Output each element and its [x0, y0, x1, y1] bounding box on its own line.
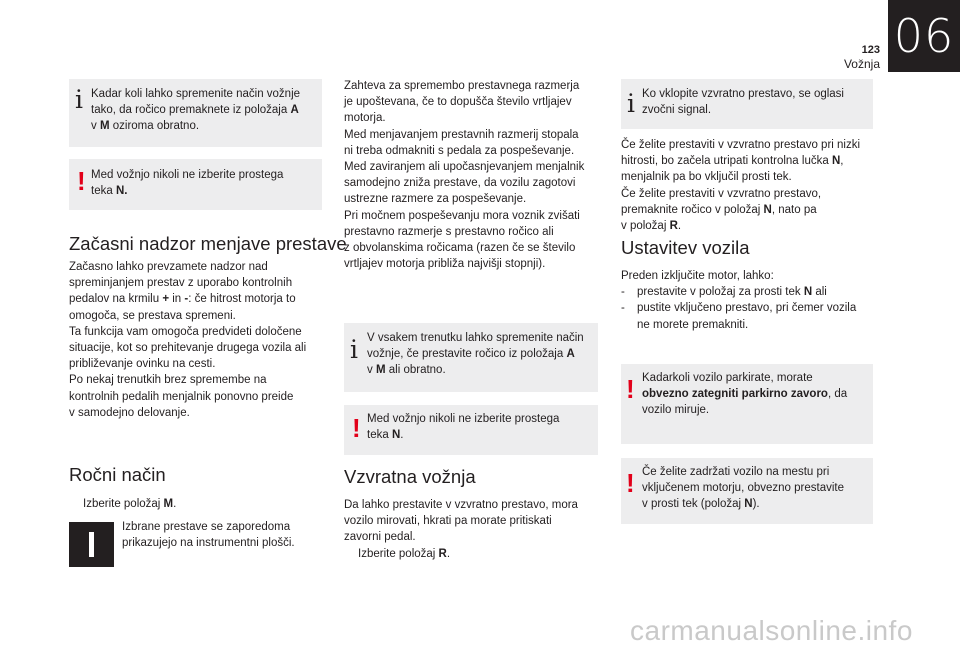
list-item: - prestavite v položaj za prosti tek N ali: [621, 286, 827, 299]
info-text-line: Ko vklopite vzvratno prestavo, se oglasi: [642, 88, 844, 100]
section-heading: Ustavitev vozila: [621, 237, 750, 258]
warning-icon: !: [77, 166, 86, 196]
info-text-line: zvočni signal.: [642, 104, 712, 116]
warning-icon: !: [626, 468, 635, 498]
info-box: [621, 79, 873, 129]
paragraph: Preden izključite motor, lahko: - prestavite v položaj za prosti tek N ali - pustite vključeno prestavo, pri čemer vozila ne morete premakniti.: [621, 268, 881, 333]
warning-text-line: vozilo miruje.: [642, 404, 710, 416]
paragraph: Da lahko prestavite v vzvratno prestavo, mora vozilo mirovati, hkrati pa morate pritiskati zavorni pedal. Izberite položaj R.: [344, 497, 604, 562]
chapter-number: 06: [893, 9, 955, 63]
info-text-line: Kadar koli lahko spremenite način vožnje: [91, 88, 301, 100]
info-icon: i: [350, 335, 358, 364]
warning-text-line: Med vožnjo nikoli ne izberite prostega: [91, 169, 284, 181]
list-item: - pustite vključeno prestavo, pri čemer vozila ne morete premakniti.: [621, 302, 857, 331]
warning-icon: !: [626, 374, 635, 404]
info-text-line: tako, da ročico premaknete iz položaja A: [91, 104, 299, 116]
info-icon: i: [75, 85, 83, 114]
section-heading: Začasni nadzor menjave prestave: [69, 233, 347, 254]
paragraph: Če želite prestaviti v vzvratno prestavo pri nizki hitrosti, bo začela utripati kontrolna lučka N, menjalnik pa bo vključil prosti tek. Če želite prestaviti v vzvratno prestavo, premaknite ročico v položaj N, nato pa v položaj R.: [621, 139, 861, 233]
warning-text-line: obvezno zategniti parkirno zavoro, da: [642, 388, 848, 400]
bullet-item: Izberite položaj R.: [358, 547, 451, 560]
section-heading: Vzvratna vožnja: [344, 466, 476, 487]
warning-text-line: teka N.: [91, 185, 128, 197]
info-box: [344, 323, 598, 392]
page-number: 123: [861, 44, 880, 56]
info-box: [69, 79, 322, 147]
chapter-tab: [888, 0, 960, 72]
gear-digit-one: [89, 532, 94, 557]
warning-box: [621, 458, 873, 524]
paragraph: Zahteva za spremembo prestavnega razmerja je upoštevana, če to dopušča število vrtljajev motorja. Med menjavanjem prestavnih razmerij stopala ni treba odmakniti s pedala za pospeševanje. Med zaviranjem ali upočasnjevanjem menjalnik samodejno zniža prestave, da vozilu zagotovi ustrezne razmere za pospeševanje. Pri močnem pospeševanju mora voznik zvišati prestavno razmerje s prestavno ročico ali z obvolanskima ročicama (razen če se število vrtljajev motorja približa najvišji stopnji).: [344, 80, 585, 271]
info-text-line: vožnje, če prestavite ročico iz položaja A: [367, 348, 575, 360]
info-text-line: V vsakem trenutku lahko spremenite način: [367, 332, 584, 344]
info-icon: i: [627, 89, 635, 118]
watermark: carmanualsonline.info: [630, 615, 913, 646]
gear-indicator-icon: [69, 522, 114, 567]
warning-text-line: teka N.: [367, 429, 404, 441]
warning-icon: !: [352, 413, 361, 443]
gear-description: Izbrane prestave se zaporedoma prikazujejo na instrumentni plošči.: [122, 521, 295, 550]
warning-text-line: Med vožnjo nikoli ne izberite prostega: [367, 413, 560, 425]
warning-box: [344, 405, 598, 455]
info-text-line: v M ali obratno.: [367, 364, 446, 376]
bullet-item: Izberite položaj M.: [83, 498, 177, 510]
warning-box: [69, 159, 322, 210]
warning-text-line: Če želite zadržati vozilo na mestu pri: [642, 466, 830, 478]
warning-text-line: v prosti tek (položaj N).: [642, 498, 760, 510]
warning-box: [621, 364, 873, 444]
warning-text-line: vključenem motorju, obvezno prestavite: [642, 482, 844, 494]
section-heading: Ročni način: [69, 464, 166, 485]
paragraph: Začasno lahko prevzamete nadzor nad spreminjanjem prestav z uporabo kontrolnih pedalov na krmilu + in -: če hitrost motorja to omogoča, se prestava spremeni. Ta funkcija vam omogoča predvideti določene situacije, kot so prehitevanje drugega vozila ali približevanje ovinku na cesti. Po nekaj trenutkih brez spremembe na kontrolnih pedalih menjalnik ponovno preide v samodejno delovanje.: [69, 261, 307, 419]
section-name: Vožnja: [843, 57, 880, 71]
info-text-line: v M oziroma obratno.: [91, 120, 200, 132]
warning-text-line: Kadarkoli vozilo parkirate, morate: [642, 372, 813, 384]
